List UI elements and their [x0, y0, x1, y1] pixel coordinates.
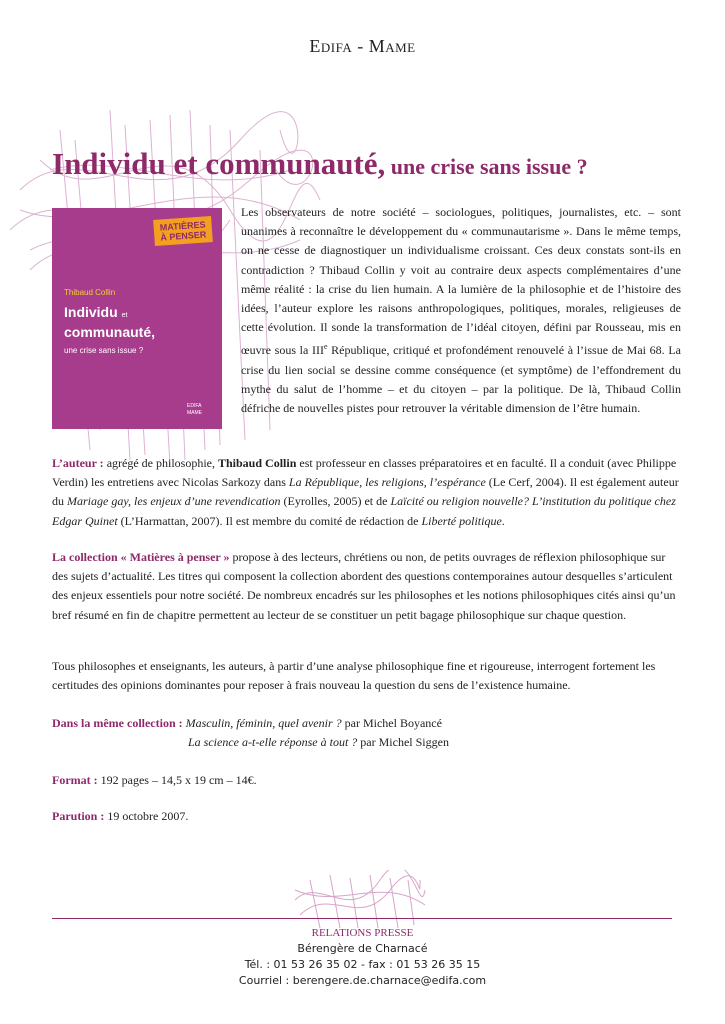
same-collection-by-2: par Michel Siggen [357, 735, 449, 750]
author-book-3: Laïcité ou religion nouvelle? L’institution du politique chez Edgar Quinet [52, 494, 676, 528]
book-cover [52, 208, 222, 429]
format-label: Format : [52, 773, 98, 787]
author-text-2: est professeur en classes préparatoires et en faculté. Il a conduit (avec Philippe Verdin) les entretiens avec Nicolas Sarkozy dans [52, 456, 677, 490]
author-text-5: (L’Harmattan, 2007). Il est membre du comité de rédaction de [117, 513, 422, 528]
scribble-decoration-bottom [290, 870, 430, 930]
author-text-1: agrégé de philosophie, [103, 456, 218, 470]
parution-value: 19 octobre 2007. [104, 809, 189, 823]
cover-title-line-1: Individu [64, 304, 118, 320]
parution-line [52, 807, 682, 826]
cover-subtitle: une crise sans issue ? [64, 346, 144, 355]
format-value: 192 pages – 14,5 x 19 cm – 14€. [97, 773, 257, 787]
cover-author: Thibaud Collin [64, 288, 116, 297]
cover-collection-badge [153, 216, 213, 246]
badge-line-2: À PENSER [160, 229, 207, 243]
collection-label: La collection « Matières à penser » [52, 550, 230, 564]
format-line [52, 771, 682, 790]
same-collection-book-2: La science a-t-elle réponse à tout ? [188, 735, 358, 750]
footer-divider [52, 918, 672, 919]
author-text-3: (Le Cerf, 2004). Il est également auteur du [52, 475, 679, 509]
same-collection-by-1: par Michel Boyancé [341, 716, 442, 730]
intro-superscript: e [323, 342, 328, 352]
cover-logo-line-1: EDIFA [187, 403, 202, 409]
cover-title-line-2: communauté, [64, 324, 156, 340]
author-book-2: Mariage gay, les enjeux d’une revendication [67, 494, 281, 509]
intro-paragraph [241, 203, 681, 418]
intro-text-1: Les observateurs de notre société – sociologues, politiques, journalistes, etc. – sont unanimes à reconnaître le développement du « communautarisme ». Dans le même temps, on ne cesse de diagnostiquer un individualisme croissant. Ces deux constats sont-ils en contradiction ? Thibaud Collin y voit au contraire deux aspects complémentaires d’une même réalité : la crise du lien humain. A la lumière de la philosophie et de l’histoire des idées, l’auteur explore les raisons anthropologiques, politiques, morales, religieuses de cette évolution. Il sonde la transformation de l’idéal citoyen, défini par Rousseau, mis en œuvre sous la III [241, 205, 681, 358]
cover-title [64, 304, 155, 341]
press-contact-name: Bérengère de Charnacé [297, 942, 428, 955]
title-subtitle: une crise sans issue ? [385, 154, 588, 179]
page-title [52, 146, 692, 182]
philosophers-paragraph: Tous philosophes et enseignants, les auteurs, à partir d’une analyse philosophique fine et rigoureuse, interrogent fortement les certitudes des opinions dominantes pour reposer à frais nouveau la question du sens de l’existence humaine. [52, 659, 656, 693]
press-contact-title: RELATIONS PRESSE [311, 927, 414, 939]
author-text-4: (Eyrolles, 2005) et de [280, 494, 391, 509]
press-contact-email[interactable]: Courriel : berengere.de.charnace@edifa.com [238, 974, 487, 987]
title-main: Individu et communauté, [52, 146, 386, 181]
press-contact-phone: Tél. : 01 53 26 35 02 - fax : 01 53 26 35 15 [244, 958, 481, 971]
parution-label: Parution : [52, 809, 105, 823]
badge-line-1: MATIÈRES [159, 219, 206, 233]
author-label: L’auteur : [52, 456, 104, 470]
author-book-1: La République, les religions, l’espérance [288, 475, 486, 490]
author-name: Thibaud Collin [218, 456, 297, 470]
press-contact [0, 925, 725, 989]
publisher-header: Edifa - Mame [309, 36, 416, 56]
same-collection-label: Dans la même collection : [52, 716, 183, 730]
author-text-6: . [501, 513, 505, 528]
author-journal: Liberté politique [421, 513, 502, 528]
cover-publisher-logo [187, 403, 202, 417]
collection-section [52, 548, 682, 625]
same-collection-section [52, 714, 682, 752]
cover-title-et: et [121, 312, 128, 319]
author-section [52, 454, 682, 531]
intro-text-2: République, critiqué et profondément renouvelé à l’issue de Mai 68. La crise du lien social se dessine comme conséquence (et symptôme) de l’effondrement du mythe du salut de l’homme – et du citoyen – par la politique. De là, Thibaud Collin défriche de nouvelles pistes pour retrouver la véritable dimension de l’être humain. [241, 343, 681, 416]
same-collection-book-1: Masculin, féminin, quel avenir ? [185, 716, 342, 730]
collection-text: propose à des lecteurs, chrétiens ou non, de petits ouvrages de réflexion philosophique sur des sujets d’actualité. Les titres qui composent la collection abordent des questions contemporaines autour desquelles s’articulent des enjeux essentiels pour notre société. De nombreux encadrés sur les philosophes et les notions philosophiques cités ainsi qu’un bref résumé en fin de chapitre permettent au lecteur de se constituer un petit bagage philosophique sur chaque question. [52, 550, 676, 622]
same-collection-row-1 [52, 714, 682, 733]
same-collection-row-2 [52, 733, 682, 752]
cover-logo-line-2: MAME [187, 410, 202, 416]
